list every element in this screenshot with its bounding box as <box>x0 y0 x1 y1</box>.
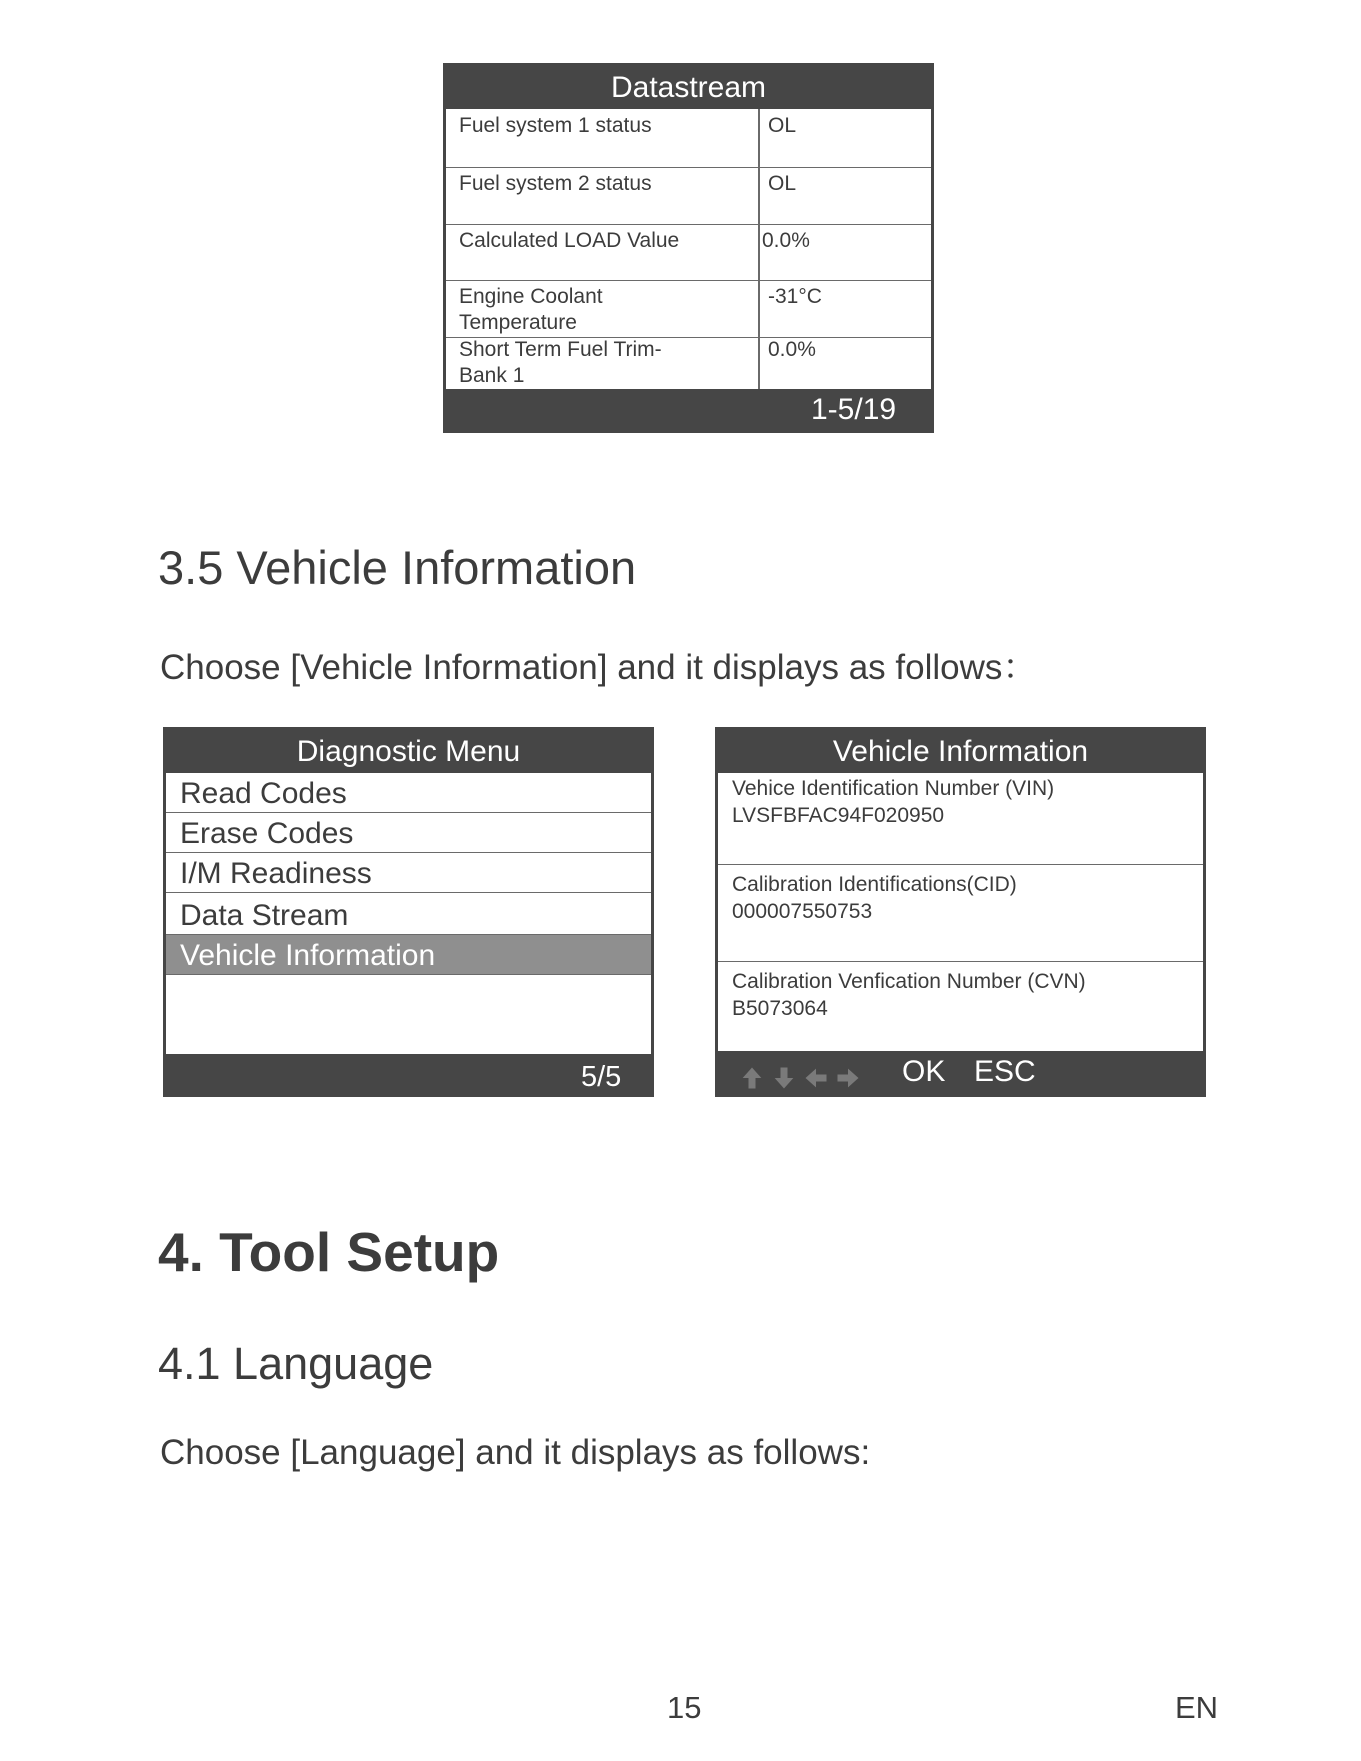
menu-item-vehicle-information[interactable]: Vehicle Information <box>166 935 651 975</box>
datastream-row <box>446 280 931 338</box>
language-code: EN <box>1175 1690 1219 1725</box>
vehicle-information-footer <box>718 1051 1203 1094</box>
section-4-1-intro: Choose [Language] and it displays as follows: <box>160 1433 871 1472</box>
datastream-screen <box>443 63 934 433</box>
cvn-entry <box>718 962 1203 1057</box>
vin-entry <box>718 773 1203 865</box>
datastream-row-value: 0.0% <box>768 338 816 361</box>
cid-label: Calibration Identifications(CID) <box>732 873 1017 896</box>
datastream-row-label: Fuel system 1 status <box>459 114 652 137</box>
cid-value: 000007550753 <box>732 900 873 923</box>
diagnostic-menu-screen <box>163 727 654 1097</box>
diagnostic-menu-title: Diagnostic Menu <box>166 730 651 773</box>
vehicle-information-title: Vehicle Information <box>718 730 1203 773</box>
page-number: 15 <box>667 1690 702 1725</box>
ok-button[interactable]: OK <box>902 1055 946 1088</box>
datastream-row-label: Engine Coolant Temperature <box>459 285 603 334</box>
menu-item-data-stream[interactable]: Data Stream <box>166 893 651 935</box>
arrow-up-icon[interactable] <box>738 1064 766 1092</box>
vehicle-information-screen <box>715 727 1206 1097</box>
datastream-row <box>446 337 931 390</box>
cvn-label: Calibration Venfication Number (CVN) <box>732 970 1086 993</box>
arrow-down-icon[interactable] <box>770 1064 798 1092</box>
diagnostic-menu-page-counter: 5/5 <box>581 1061 622 1093</box>
datastream-row <box>446 109 931 168</box>
datastream-row-label: Calculated LOAD Value <box>459 229 680 252</box>
esc-button[interactable]: ESC <box>974 1055 1036 1088</box>
section-3-5-heading: 3.5 Vehicle Information <box>158 541 637 594</box>
cvn-value: B5073064 <box>732 997 828 1020</box>
section-3-5-intro: Choose [Vehicle Information] and it displays as follows： <box>160 648 1038 687</box>
menu-item-im-readiness[interactable]: I/M Readiness <box>166 853 651 893</box>
nav-arrows <box>738 1057 866 1097</box>
datastream-row-value: OL <box>768 114 797 137</box>
diagnostic-menu-footer <box>166 1054 651 1094</box>
cid-entry <box>718 865 1203 962</box>
arrow-right-icon[interactable] <box>834 1064 862 1092</box>
datastream-row-value: -31°C <box>768 285 822 308</box>
arrow-left-icon[interactable] <box>802 1064 830 1092</box>
datastream-row-value: OL <box>768 172 797 195</box>
menu-item-erase-codes[interactable]: Erase Codes <box>166 813 651 853</box>
datastream-title: Datastream <box>446 66 931 109</box>
vin-value: LVSFBFAC94F020950 <box>732 804 945 827</box>
datastream-row <box>446 167 931 225</box>
vin-label: Vehice Identification Number (VIN) <box>732 777 1055 800</box>
datastream-row-label: Fuel system 2 status <box>459 172 652 195</box>
menu-item-read-codes[interactable]: Read Codes <box>166 773 651 813</box>
datastream-row <box>446 224 931 281</box>
datastream-footer <box>446 389 931 430</box>
datastream-page-counter: 1-5/19 <box>811 393 897 426</box>
datastream-row-value: 0.0% <box>762 229 810 252</box>
section-4-heading: 4. Tool Setup <box>158 1221 500 1283</box>
section-4-1-heading: 4.1 Language <box>158 1338 434 1389</box>
datastream-row-label: Short Term Fuel Trim-Bank 1 <box>459 338 662 387</box>
